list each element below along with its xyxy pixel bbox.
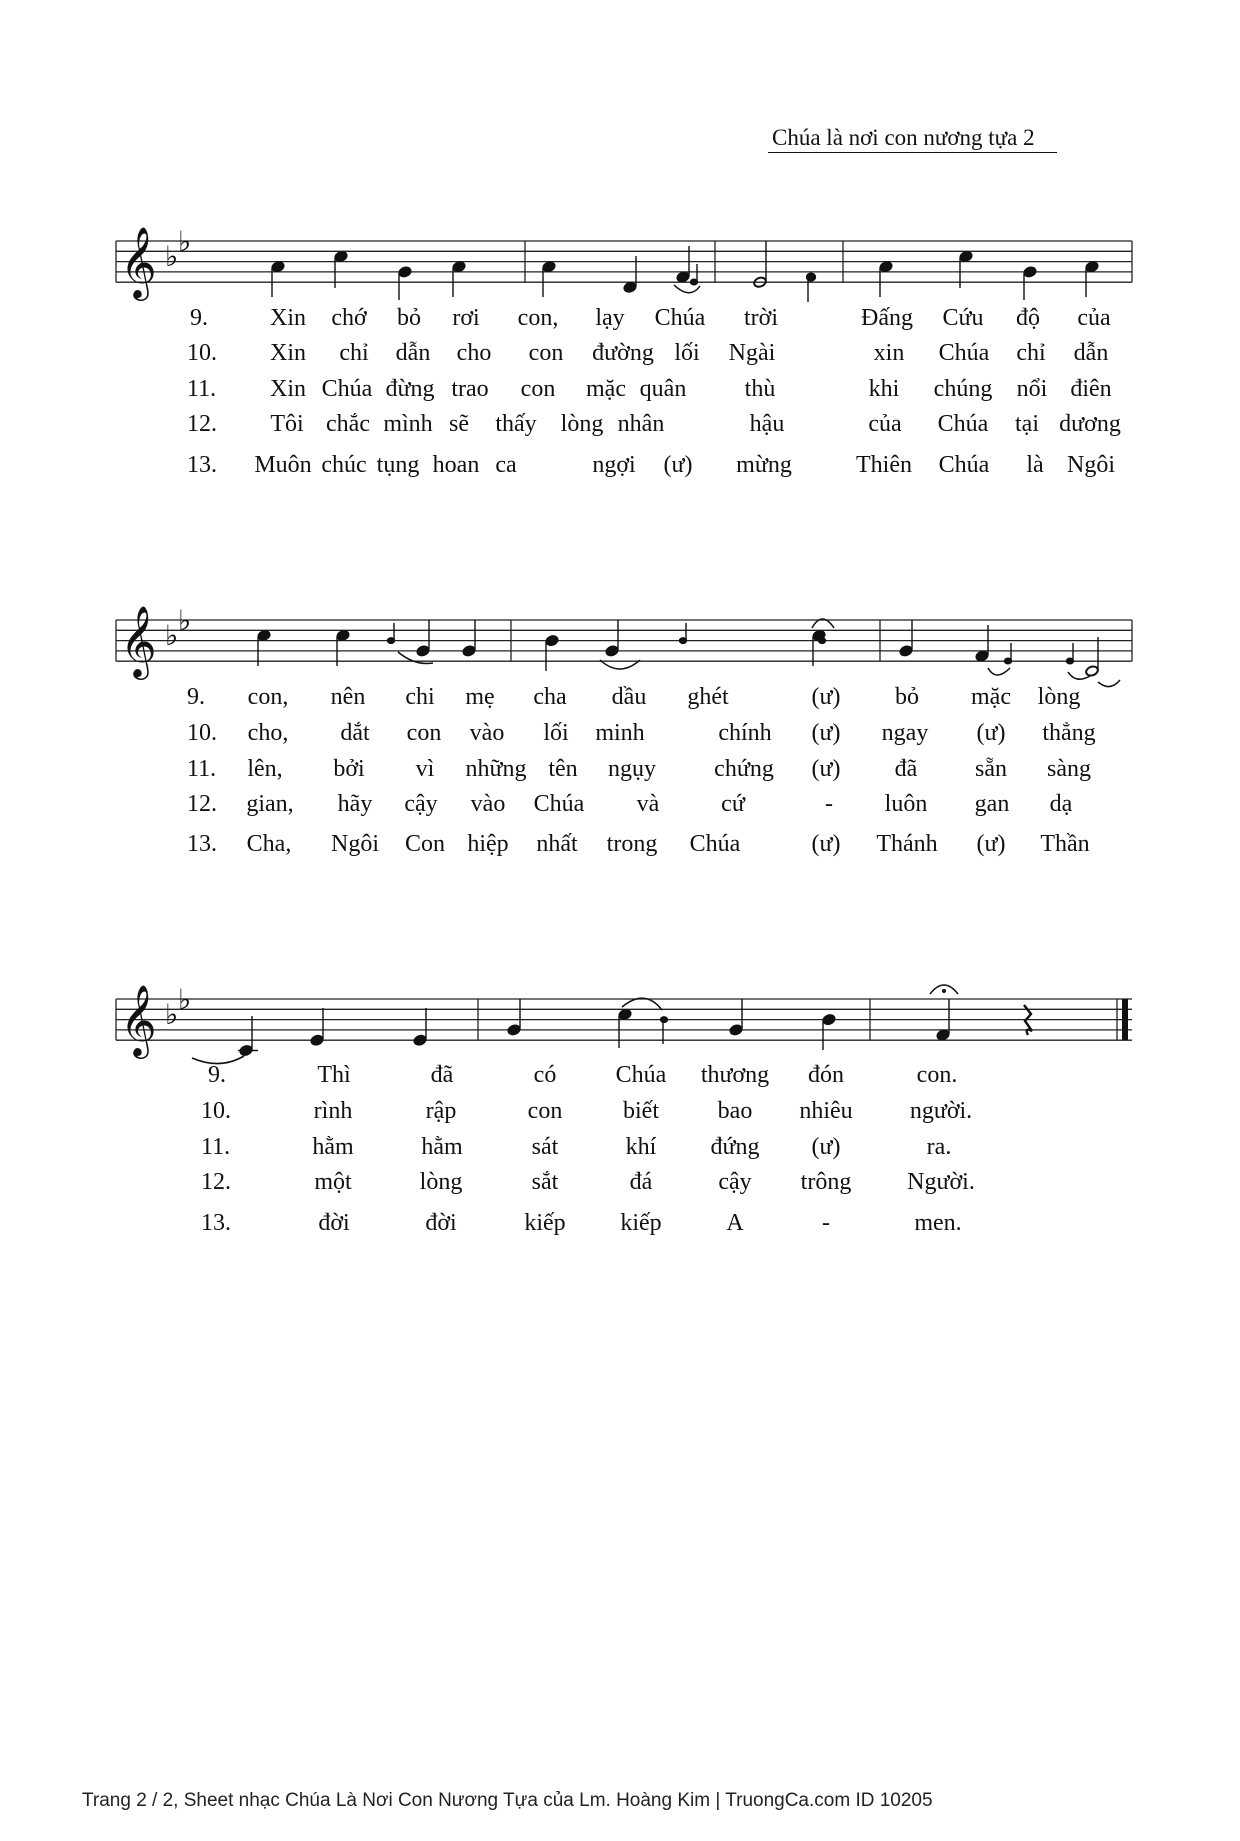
lyric-word: đừng bbox=[385, 376, 435, 402]
lyric-word: dắt bbox=[340, 720, 370, 746]
treble-clef-icon bbox=[120, 225, 157, 301]
lyric-word: kiếp bbox=[524, 1210, 566, 1236]
lyric-word: (ư) bbox=[663, 452, 693, 478]
key-signature-flats-icon bbox=[165, 225, 191, 273]
verse-number: 10. bbox=[187, 720, 217, 746]
lyric-word: cậy bbox=[404, 791, 438, 817]
staff-system-1 bbox=[0, 0, 1240, 320]
lyric-word: vào bbox=[470, 791, 506, 817]
lyric-word: Chúa bbox=[533, 791, 585, 817]
svg-text:♭: ♭ bbox=[178, 225, 192, 258]
fermata-icon bbox=[930, 985, 958, 994]
lyric-word: lối bbox=[674, 340, 700, 366]
lyric-word: và bbox=[636, 791, 660, 817]
lyric-word: ca bbox=[495, 452, 517, 478]
verse-number: 11. bbox=[187, 376, 217, 402]
lyric-word: những bbox=[465, 756, 527, 782]
lyric-word: lạy bbox=[595, 305, 625, 331]
lyric-word: chớ bbox=[331, 305, 367, 331]
lyric-word: con, bbox=[247, 684, 289, 710]
lyric-word: (ư) bbox=[976, 720, 1006, 746]
lyric-word: mình bbox=[383, 411, 433, 437]
lyric-word: Đấng bbox=[861, 305, 913, 331]
lyric-word: con bbox=[406, 720, 442, 746]
lyric-word: nhân bbox=[617, 411, 665, 437]
verse-number: 9. bbox=[190, 305, 208, 331]
lyric-word: bao bbox=[717, 1098, 753, 1124]
lyric-word: độ bbox=[1016, 305, 1040, 331]
lyric-row-verse-12 bbox=[0, 789, 1240, 819]
lyric-word: đời bbox=[318, 1210, 350, 1236]
lyric-word: hậu bbox=[749, 411, 785, 437]
lyric-word: sẽ bbox=[449, 411, 469, 437]
lyric-word: con bbox=[528, 340, 564, 366]
lyric-word: Chúa bbox=[938, 452, 990, 478]
lyric-word: khi bbox=[868, 376, 900, 402]
lyric-word: Thì bbox=[317, 1062, 351, 1088]
lyric-word: Muôn bbox=[254, 452, 312, 478]
lyric-row-verse-10 bbox=[0, 338, 1240, 368]
lyric-word: mừng bbox=[736, 452, 792, 478]
lyric-word: ra. bbox=[926, 1134, 952, 1160]
lyric-word: trao bbox=[451, 376, 489, 402]
lyric-word: Con bbox=[404, 831, 446, 857]
lyric-word: ghét bbox=[687, 684, 729, 710]
lyric-word: nên bbox=[330, 684, 366, 710]
svg-text:♭: ♭ bbox=[165, 619, 179, 652]
lyric-row-verse-10 bbox=[0, 718, 1240, 748]
lyric-word: chúng bbox=[933, 376, 993, 402]
lyric-word: Xin bbox=[270, 376, 306, 402]
verse-number: 9. bbox=[187, 684, 205, 710]
lyric-word: ngụy bbox=[608, 756, 656, 782]
lyric-word: tên bbox=[548, 756, 578, 782]
lyric-word: nổi bbox=[1016, 376, 1048, 402]
lyric-word: ngợi bbox=[592, 452, 636, 478]
lyric-row-verse-9 bbox=[0, 1060, 1240, 1090]
lyric-word: lối bbox=[543, 720, 569, 746]
lyric-word: Ngôi bbox=[1067, 452, 1115, 478]
lyric-row-verse-12 bbox=[0, 1167, 1240, 1197]
lyric-word: Ngôi bbox=[331, 831, 379, 857]
lyric-word: men. bbox=[914, 1210, 962, 1236]
lyric-word: đã bbox=[430, 1062, 454, 1088]
lyric-word: gan bbox=[974, 791, 1010, 817]
verse-number: 12. bbox=[187, 411, 217, 437]
lyric-word: dương bbox=[1059, 411, 1121, 437]
lyric-word: khí bbox=[625, 1134, 657, 1160]
treble-clef-icon bbox=[120, 983, 157, 1059]
lyric-word: sẵn bbox=[975, 756, 1007, 782]
lyric-word: là bbox=[1026, 452, 1044, 478]
lyric-word: bỏ bbox=[397, 305, 421, 331]
lyric-row-verse-13 bbox=[0, 829, 1240, 859]
lyric-word: xin bbox=[873, 340, 905, 366]
lyric-word: hoan bbox=[432, 452, 480, 478]
lyric-word: một bbox=[314, 1169, 352, 1195]
lyric-word: hằm bbox=[312, 1134, 354, 1160]
lyric-word: đường bbox=[592, 340, 654, 366]
verse-number: 13. bbox=[187, 452, 217, 478]
lyric-word: lòng bbox=[1037, 684, 1081, 710]
lyric-word: rơi bbox=[452, 305, 480, 331]
lyric-word: minh bbox=[595, 720, 645, 746]
lyric-word: Chúa bbox=[615, 1062, 667, 1088]
lyric-row-verse-13 bbox=[0, 1208, 1240, 1238]
lyric-word: (ư) bbox=[811, 831, 841, 857]
lyric-word: (ư) bbox=[811, 1134, 841, 1160]
lyric-word: chắc bbox=[326, 411, 370, 437]
lyric-word: thấy bbox=[495, 411, 537, 437]
lyric-word: (ư) bbox=[811, 720, 841, 746]
lyric-word: dẫn bbox=[395, 340, 431, 366]
lyric-word: dạ bbox=[1049, 791, 1073, 817]
verse-number: 13. bbox=[187, 831, 217, 857]
lyric-word: điên bbox=[1070, 376, 1112, 402]
lyric-row-verse-11 bbox=[0, 1132, 1240, 1162]
lyric-word: Thiên bbox=[856, 452, 912, 478]
verse-number: 9. bbox=[208, 1062, 226, 1088]
verse-number: 10. bbox=[187, 340, 217, 366]
svg-text:𝄞: 𝄞 bbox=[120, 225, 157, 298]
lyric-word: rình bbox=[313, 1098, 353, 1124]
lyric-word: chỉ bbox=[1016, 340, 1046, 366]
lyric-word: mặc bbox=[586, 376, 626, 402]
lyric-word: sắt bbox=[531, 1169, 559, 1195]
lyric-word: chi bbox=[405, 684, 435, 710]
lyric-word: (ư) bbox=[811, 756, 841, 782]
lyric-word: thẳng bbox=[1042, 720, 1096, 746]
lyric-word: (ư) bbox=[976, 831, 1006, 857]
lyric-word: đã bbox=[894, 756, 918, 782]
lyric-word: cha bbox=[533, 684, 567, 710]
lyric-word: con bbox=[527, 1098, 563, 1124]
lyric-row-verse-11 bbox=[0, 374, 1240, 404]
lyric-word: đứng bbox=[710, 1134, 760, 1160]
lyric-word: sàng bbox=[1047, 756, 1091, 782]
lyric-word: dẫn bbox=[1073, 340, 1109, 366]
quarter-rest-icon bbox=[1024, 1005, 1032, 1035]
lyric-row-verse-9 bbox=[0, 303, 1240, 333]
lyric-row-verse-12 bbox=[0, 409, 1240, 439]
treble-clef-icon bbox=[120, 604, 157, 680]
lyric-word: hằm bbox=[421, 1134, 463, 1160]
lyric-word: của bbox=[868, 411, 902, 437]
svg-text:♭: ♭ bbox=[165, 998, 179, 1031]
lyric-word: ngay bbox=[881, 720, 929, 746]
song-title-header: Chúa là nơi con nương tựa 2 bbox=[768, 124, 1057, 153]
lyric-word: đá bbox=[629, 1169, 653, 1195]
lyric-word: cho, bbox=[247, 720, 289, 746]
svg-text:𝄞: 𝄞 bbox=[120, 983, 157, 1056]
lyric-word: thù bbox=[744, 376, 776, 402]
lyric-word: mẹ bbox=[465, 684, 495, 710]
verse-number: 11. bbox=[187, 756, 217, 782]
lyric-word: tụng bbox=[376, 452, 420, 478]
lyric-word: con. bbox=[916, 1062, 958, 1088]
verse-number: 11. bbox=[201, 1134, 231, 1160]
lyric-word: dầu bbox=[611, 684, 647, 710]
lyric-word: lên, bbox=[247, 756, 283, 782]
lyric-word: cậy bbox=[718, 1169, 752, 1195]
lyric-word: - bbox=[822, 1210, 830, 1236]
verse-number: 12. bbox=[201, 1169, 231, 1195]
svg-text:♭: ♭ bbox=[165, 240, 179, 273]
lyric-word: hiệp bbox=[467, 831, 509, 857]
lyric-word: tại bbox=[1015, 411, 1039, 437]
lyric-row-verse-10 bbox=[0, 1096, 1240, 1126]
lyric-word: cứ bbox=[721, 791, 745, 817]
lyric-word: bỏ bbox=[895, 684, 919, 710]
lyric-word: trong bbox=[606, 831, 658, 857]
lyric-word: rập bbox=[425, 1098, 457, 1124]
svg-text:𝄞: 𝄞 bbox=[120, 604, 157, 677]
lyric-word: A bbox=[726, 1210, 744, 1236]
svg-text:♭: ♭ bbox=[178, 604, 192, 637]
key-signature-flats-icon bbox=[165, 604, 191, 652]
lyric-word: trời bbox=[743, 305, 779, 331]
lyric-word: cho bbox=[456, 340, 492, 366]
lyric-word: chúc bbox=[321, 452, 367, 478]
lyric-word: Thánh bbox=[876, 831, 938, 857]
lyric-word: vì bbox=[415, 756, 435, 782]
lyric-row-verse-9 bbox=[0, 682, 1240, 712]
lyric-word: bởi bbox=[333, 756, 365, 782]
lyric-word: Tôi bbox=[270, 411, 304, 437]
lyric-word: kiếp bbox=[620, 1210, 662, 1236]
lyric-word: người. bbox=[909, 1098, 973, 1124]
lyric-word: vào bbox=[469, 720, 505, 746]
verse-number: 10. bbox=[201, 1098, 231, 1124]
lyric-word: có bbox=[533, 1062, 557, 1088]
lyric-word: sát bbox=[531, 1134, 559, 1160]
lyric-word: biết bbox=[623, 1098, 659, 1124]
lyric-word: trông bbox=[800, 1169, 852, 1195]
lyric-word: Cha, bbox=[246, 831, 292, 857]
lyric-word: chính bbox=[718, 720, 772, 746]
lyric-word: hãy bbox=[337, 791, 373, 817]
lyric-word: luôn bbox=[884, 791, 928, 817]
lyric-word: Xin bbox=[270, 305, 306, 331]
verse-number: 12. bbox=[187, 791, 217, 817]
lyric-word: Chúa bbox=[321, 376, 373, 402]
lyric-word: chỉ bbox=[339, 340, 369, 366]
lyric-word: Chúa bbox=[937, 411, 989, 437]
svg-text:♭: ♭ bbox=[178, 983, 192, 1016]
lyric-word: Thần bbox=[1040, 831, 1090, 857]
lyric-word: Xin bbox=[270, 340, 306, 366]
key-signature-flats-icon bbox=[165, 983, 191, 1031]
lyric-word: nhiêu bbox=[799, 1098, 853, 1124]
lyric-word: Chúa bbox=[938, 340, 990, 366]
lyric-word: nhất bbox=[536, 831, 578, 857]
verse-number: 13. bbox=[201, 1210, 231, 1236]
lyric-word: gian, bbox=[246, 791, 294, 817]
lyric-word: mặc bbox=[971, 684, 1011, 710]
lyric-word: chứng bbox=[714, 756, 774, 782]
lyric-row-verse-13 bbox=[0, 450, 1240, 480]
lyric-word: (ư) bbox=[811, 684, 841, 710]
lyric-row-verse-11 bbox=[0, 754, 1240, 784]
lyric-word: Cứu bbox=[942, 305, 984, 331]
lyric-word: đời bbox=[425, 1210, 457, 1236]
lyric-word: của bbox=[1077, 305, 1111, 331]
lyric-word: đón bbox=[808, 1062, 844, 1088]
lyric-word: Chúa bbox=[689, 831, 741, 857]
final-barline-icon bbox=[1122, 999, 1128, 1040]
lyric-word: lòng bbox=[560, 411, 604, 437]
page-footer: Trang 2 / 2, Sheet nhạc Chúa Là Nơi Con Nương Tựa của Lm. Hoàng Kim | TruongCa.com ID 10205 bbox=[82, 1790, 933, 1811]
lyric-word: Người. bbox=[907, 1169, 975, 1195]
lyric-word: - bbox=[825, 791, 833, 817]
lyric-word: Ngài bbox=[728, 340, 776, 366]
lyric-word: con bbox=[520, 376, 556, 402]
lyric-word: con, bbox=[517, 305, 559, 331]
lyric-word: quân bbox=[639, 376, 687, 402]
lyric-word: Chúa bbox=[654, 305, 706, 331]
lyric-word: lòng bbox=[419, 1169, 463, 1195]
lyric-word: thương bbox=[700, 1062, 770, 1088]
